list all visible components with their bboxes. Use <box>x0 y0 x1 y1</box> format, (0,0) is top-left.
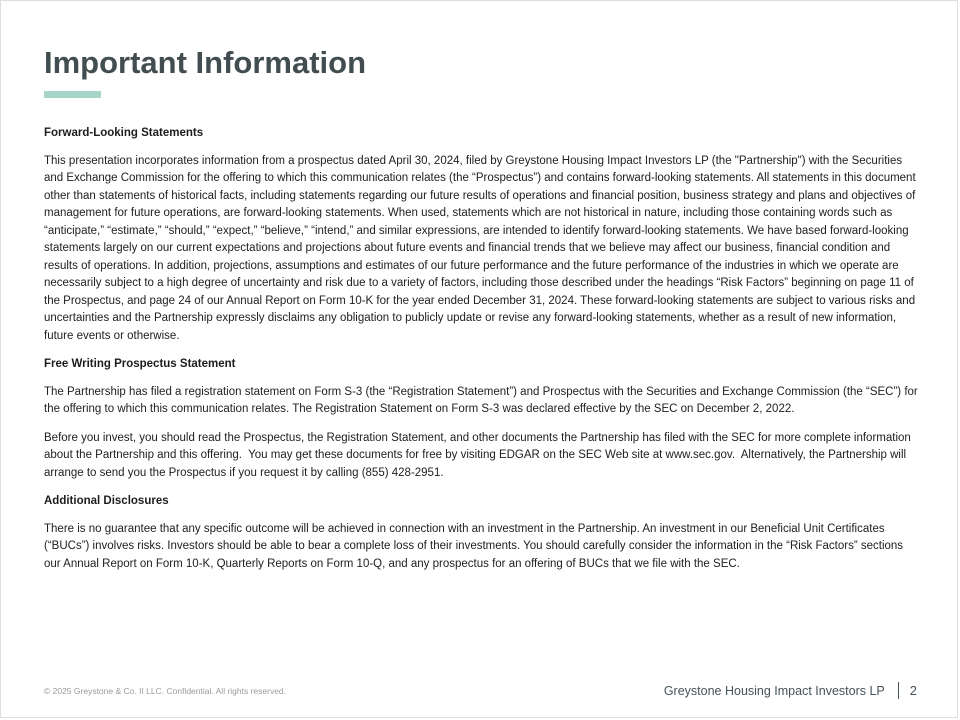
section-paragraph: Before you invest, you should read the Prospectus, the Registration Statement, and other documents the Partnership has filed with the SEC for more complete information about the Partnership and this offering. You may get these documents for free by visiting EDGAR on the SEC Web site at www.sec.gov. Alternatively, the Partnership will arrange to send you the Prospectus if you request it by calling (855) 428-2951. <box>44 431 915 479</box>
section-heading: Forward-Looking Statements <box>44 127 204 139</box>
company-name: Greystone Housing Impact Investors LP <box>663 683 885 698</box>
footer-right <box>664 682 917 699</box>
section-additional-disclosures <box>44 493 920 573</box>
slide-body <box>44 114 920 584</box>
section-free-writing-prospectus-statement <box>44 356 920 482</box>
section-paragraph: There is no guarantee that any specific outcome will be achieved in connection with an investment in the Partnership. An investment in our Beneficial Unit Certificates (“BUCs”) involves risks. Investors should be able to bear a complete loss of their investments. You should carefully consider the information in the “Risk Factors” sections our Annual Report on Form 10-K, Quarterly Reports on Form 10-Q, and any prospectus for an offering of BUCs that we file with the SEC. <box>44 522 907 570</box>
section-heading: Free Writing Prospectus Statement <box>44 358 236 370</box>
section-paragraph: The Partnership has filed a registration statement on Form S-3 (the “Registration Statement”) and Prospectus with the Securities and Exchange Commission (the “SEC”) for the offering to which this communication relates. The Registration Statement on Form S-3 was declared effective by the SEC on December 2, 2022. <box>44 385 921 415</box>
footer-divider <box>898 682 899 699</box>
page-number: 2 <box>909 683 917 698</box>
section-paragraph: This presentation incorporates information from a prospectus dated April 30, 2024, filed by Greystone Housing Impact Investors LP (the "Partnership") with the Securities and Exchange Commission for the offering to which this communication relates (the “Prospectus”) and contains forward-looking statements. All statements in this document other than statements of historical facts, including statements regarding our future results of operations and financial position, business strategy and plans and objectives of management for future operations, are forward-looking statements. When used, statements which are not historical in nature, including those containing words such as “anticipate,” “estimate,” “should,” “expect,” “believe,” “intend,” and similar expressions, are intended to identify forward-looking statements. We have based forward-looking statements largely on our current expectations and projections about future events and financial trends that we believe may affect our business, financial condition and results of operations. In addition, projections, assumptions and estimates of our future performance and the future performance of the industries in which we operate are necessarily subject to a high degree of uncertainty and risk due to a variety of factors, including those described under the headings “Risk Factors” beginning on page 11 of the Prospectus, and page 24 of our Annual Report on Form 10-K for the year ended December 31, 2024. These forward-looking statements are subject to various risks and uncertainties and the Partnership expressly disclaims any obligation to publicly update or revise any forward-looking statements, whether as a result of new information, future events or otherwise. <box>44 154 919 342</box>
page-title: Important Information <box>44 45 367 80</box>
section-forward-looking-statements <box>44 125 920 345</box>
copyright-notice: © 2025 Greystone & Co. II LLC. Confidential. All rights reserved. <box>44 685 287 696</box>
title-accent-bar <box>44 91 101 98</box>
slide-footer <box>44 682 917 699</box>
section-heading: Additional Disclosures <box>44 495 169 507</box>
